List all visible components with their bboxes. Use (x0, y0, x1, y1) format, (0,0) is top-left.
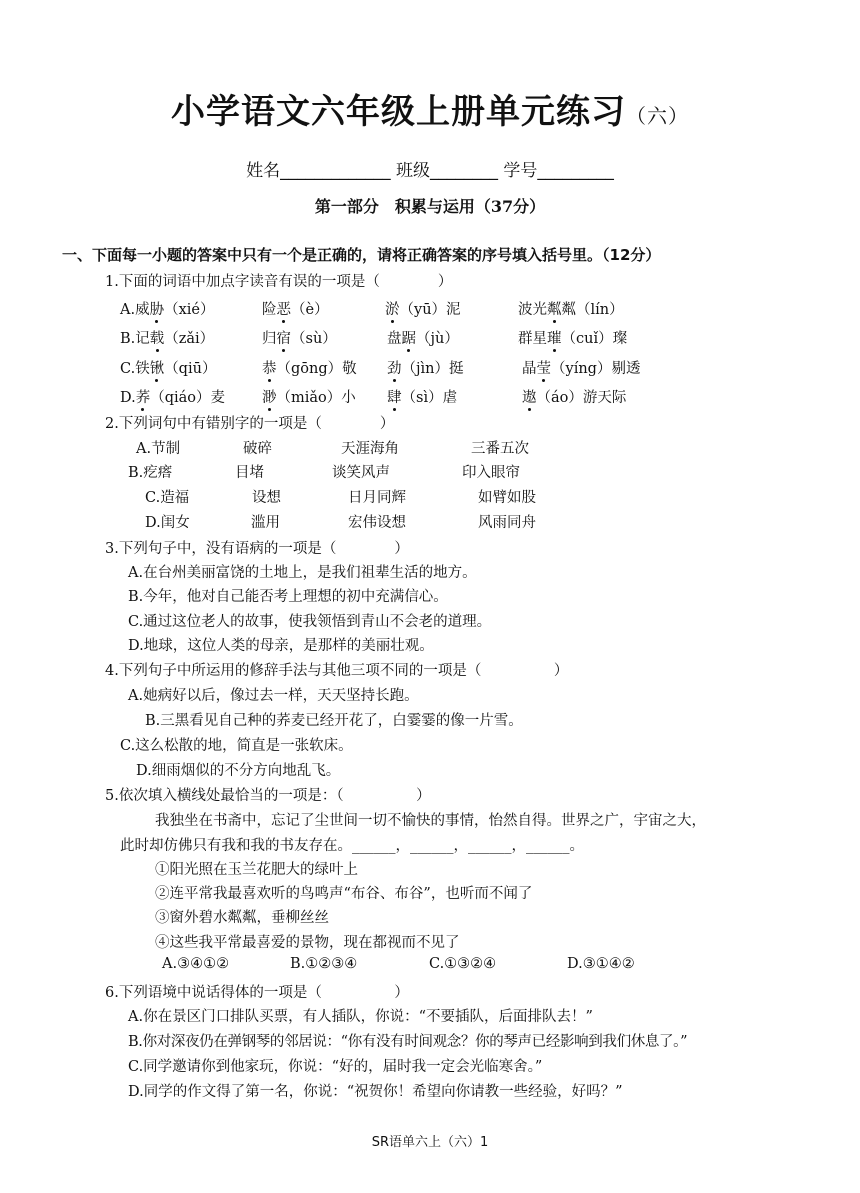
q3-stem: 3.下列句子中，没有语病的一项是（ ） (105, 541, 409, 557)
student-info-line: 姓名_____________ 班级________ 学号_________ (246, 161, 614, 181)
option-label: A. (136, 441, 152, 457)
q2-stem: 2.下列词句中有错别字的一项是（ ） (105, 416, 395, 432)
q1-item: 群星璀（cuǐ）璨 (518, 327, 627, 348)
q5-stem: 5.依次填入横线处最恰当的一项是：（ ） (105, 788, 431, 804)
emphasis-dot-char: 粼 (547, 298, 562, 319)
q2-item: 宏伟设想 (348, 515, 406, 531)
q2-row-c-option (145, 486, 189, 507)
emphasis-dot-char: 宿 (277, 327, 292, 348)
q4-option: D.细雨烟似的不分方向地乱飞。 (136, 763, 341, 779)
q1-row-d-option (120, 386, 225, 407)
q2-item: 滥用 (251, 515, 280, 531)
q2-row-d-option (145, 511, 190, 532)
option-label: C. (145, 490, 161, 506)
q1-row-a-option (120, 298, 215, 319)
q6-stem: 6.下列语境中说话得体的一项是（ ） (105, 985, 409, 1001)
q2-item: 目堵 (235, 465, 264, 481)
title-main: 小学语文六年级上册单元练习 (171, 92, 626, 132)
option-label: D. (145, 515, 161, 531)
emphasis-dot-char: 恭 (262, 357, 277, 378)
q2-item: 设想 (252, 490, 281, 506)
q1-item: 恭（gōng）敬 (262, 357, 357, 378)
q3-option: C.通过这位老人的故事，使我领悟到青山不会老的道理。 (128, 614, 492, 630)
emphasis-dot-char: 载 (150, 327, 165, 348)
q1-row-c-option (120, 357, 216, 378)
emphasis-dot-char: 淤 (385, 298, 400, 319)
emphasis-dot-char: 渺 (262, 386, 277, 407)
emphasis-dot-char: 恶 (277, 298, 292, 319)
emphasis-dot-char: 莹 (537, 357, 552, 378)
q5-sentence: ①阳光照在玉兰花肥大的绿叶上 (155, 862, 358, 878)
emphasis-dot-char: 遨 (522, 386, 537, 407)
q6-option: B.你对深夜仍在弹钢琴的邻居说：“你有没有时间观念？你的琴声已经影响到我们休息了。” (128, 1034, 688, 1050)
q1-item: 威胁（xié） (135, 302, 214, 318)
emphasis-dot-char: 踞 (402, 327, 417, 348)
q1-item: 波光粼粼（lín） (518, 298, 624, 319)
q5-choice: C.①③②④ (429, 956, 497, 972)
q2-item: 日月同辉 (348, 490, 406, 506)
option-label: D. (120, 390, 136, 406)
q2-item: 风雨同舟 (478, 515, 536, 531)
part-heading: 第一部分 积累与运用（37分） (314, 197, 546, 216)
emphasis-dot-char: 肆 (387, 386, 402, 407)
q6-option: D.同学的作文得了第一名，你说：“祝贺你！希望向你请教一些经验，好吗？” (128, 1084, 623, 1100)
q5-choice: A.③④①② (162, 956, 230, 972)
q1-item: 晶莹（yíng）剔透 (522, 357, 640, 378)
q3-option: B.今年，他对自己能否考上理想的初中充满信心。 (128, 589, 448, 605)
option-label: C. (120, 361, 136, 377)
q6-option: A.你在景区门口排队买票，有人插队，你说：“不要插队，后面排队去！” (128, 1009, 593, 1025)
emphasis-dot-char: 胁 (150, 298, 165, 319)
q2-row-a-option (136, 437, 180, 458)
q2-item: 破碎 (243, 441, 272, 457)
q5-choice: D.③①④② (567, 956, 635, 972)
q2-item: 印入眼帘 (462, 465, 520, 481)
option-label: B. (128, 465, 144, 481)
option-label: A. (120, 302, 136, 318)
q6-option: C.同学邀请你到他家玩，你说：“好的，届时我一定会光临寒舍。” (128, 1059, 543, 1075)
q2-item: 三番五次 (471, 441, 529, 457)
page-footer: SR语单六上（六）1 (371, 1135, 489, 1150)
emphasis-dot-char: 劲 (387, 357, 402, 378)
page-title (0, 84, 860, 133)
q1-item: 肆（sì）虐 (387, 386, 457, 407)
q4-option: C.这么松散的地，简直是一张软床。 (120, 738, 353, 754)
q5-passage: 此时却仿佛只有我和我的书友存在。______，______，______，______。 (120, 838, 584, 854)
q5-sentence: ④这些我平常最喜爱的景物，现在都视而不见了 (155, 935, 460, 951)
q2-row-b-option (128, 461, 172, 482)
q5-sentence: ③窗外碧水粼粼，垂柳丝丝 (155, 910, 329, 926)
q1-item: 荞（qiáo）麦 (136, 390, 225, 406)
q1-stem: 1.下面的词语中加点字读音有误的一项是（ ） (105, 274, 453, 290)
q4-stem: 4.下列句子中所运用的修辞手法与其他三项不同的一项是（ ） (105, 663, 569, 679)
q4-option: B.三黑看见自己种的荞麦已经开花了，白霎霎的像一片雪。 (145, 713, 523, 729)
q3-option: A.在台州美丽富饶的土地上，是我们祖辈生活的地方。 (128, 565, 477, 581)
q1-item: 劲（jìn）挺 (387, 357, 463, 378)
q3-option: D.地球，这位人类的母亲，是那样的美丽壮观。 (128, 638, 434, 654)
title-suffix: （六） (626, 104, 689, 128)
q4-option: A.她病好以后，像过去一样，天天坚持长跑。 (128, 688, 419, 704)
q2-item: 疙瘩 (143, 465, 173, 481)
q1-item: 险恶（è） (262, 298, 329, 319)
q1-item: 淤（yū）泥 (385, 298, 461, 319)
q1-item: 遨（áo）游天际 (522, 386, 626, 407)
q2-item: 闺女 (160, 515, 190, 531)
q1-item: 铁锹（qiū） (135, 361, 216, 377)
q2-item: 谈笑风声 (332, 465, 390, 481)
emphasis-dot-char: 锹 (150, 357, 165, 378)
option-label: B. (120, 331, 136, 347)
q1-item: 归宿（sù） (262, 327, 337, 348)
q2-item: 天涯海角 (341, 441, 399, 457)
emphasis-dot-char: 璀 (547, 327, 562, 348)
section-one-heading: 一、下面每一小题的答案中只有一个是正确的，请将正确答案的序号填入括号里。（12分） (62, 246, 661, 264)
q5-choice: B.①②③④ (290, 956, 358, 972)
q2-item: 节制 (151, 441, 181, 457)
q5-sentence: ②连平常我最喜欢听的鸟鸣声“布谷、布谷”，也听而不闻了 (155, 886, 533, 902)
emphasis-dot-char: 荞 (136, 386, 151, 407)
q2-item: 如臂如股 (478, 490, 536, 506)
q1-item: 盘踞（jù） (387, 327, 459, 348)
q1-row-b-option (120, 327, 214, 348)
q1-item: 渺（miǎo）小 (262, 386, 356, 407)
q5-passage: 我独坐在书斋中，忘记了尘世间一切不愉快的事情，怡然自得。世界之广，宇宙之大， (155, 813, 706, 829)
q2-item: 造福 (160, 490, 190, 506)
q1-item: 记载（zǎi） (135, 331, 214, 347)
